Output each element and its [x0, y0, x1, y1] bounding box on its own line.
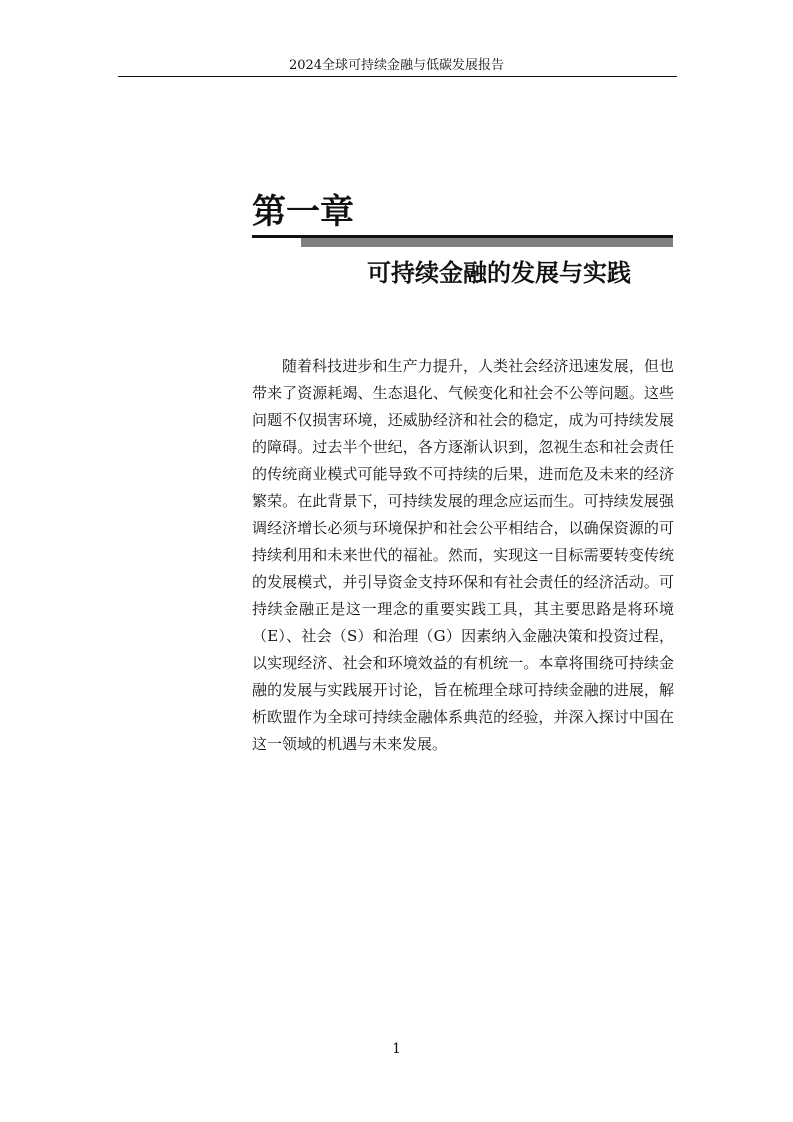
running-header: 2024全球可持续金融与低碳发展报告: [288, 58, 505, 73]
chapter-title: 可持续金融的发展与实践: [367, 259, 631, 287]
chapter-label: 第一章: [252, 192, 354, 232]
body-paragraph: 随着科技进步和生产力提升，人类社会经济迅速发展，但也带来了资源耗竭、生态退化、气候变化和社会不公等问题。这些问题不仅损害环境，还威胁经济和社会的稳定，成为可持续发展的障碍。过去半个世纪，各方逐渐认识到，忽视生态和社会责任的传统商业模式可能导致不可持续的后果，进而危及未来的经济繁荣。在此背景下，可持续发展的理念应运而生。可持续发展强调经济增长必须与环境保护和社会公平相结合，以确保资源的可持续利用和未来世代的福祉。然而，实现这一目标需要转变传统的发展模式，并引导资金支持环保和有社会责任的经济活动。可持续金融正是这一理念的重要实践工具，其主要思路是将环境（E）、社会（S）和治理（G）因素纳入金融决策和投资过程，以实现经济、社会和环境效益的有机统一。本章将围绕可持续金融的发展与实践展开讨论，旨在梳理全球可持续金融的进展，解析欧盟作为全球可持续金融体系典范的经验，并深入探讨中国在这一领域的机遇与未来发展。: [252, 357, 674, 753]
chapter-rule-gray: [301, 238, 673, 247]
page-number: 1: [392, 1041, 401, 1057]
header-rule: [118, 76, 677, 77]
